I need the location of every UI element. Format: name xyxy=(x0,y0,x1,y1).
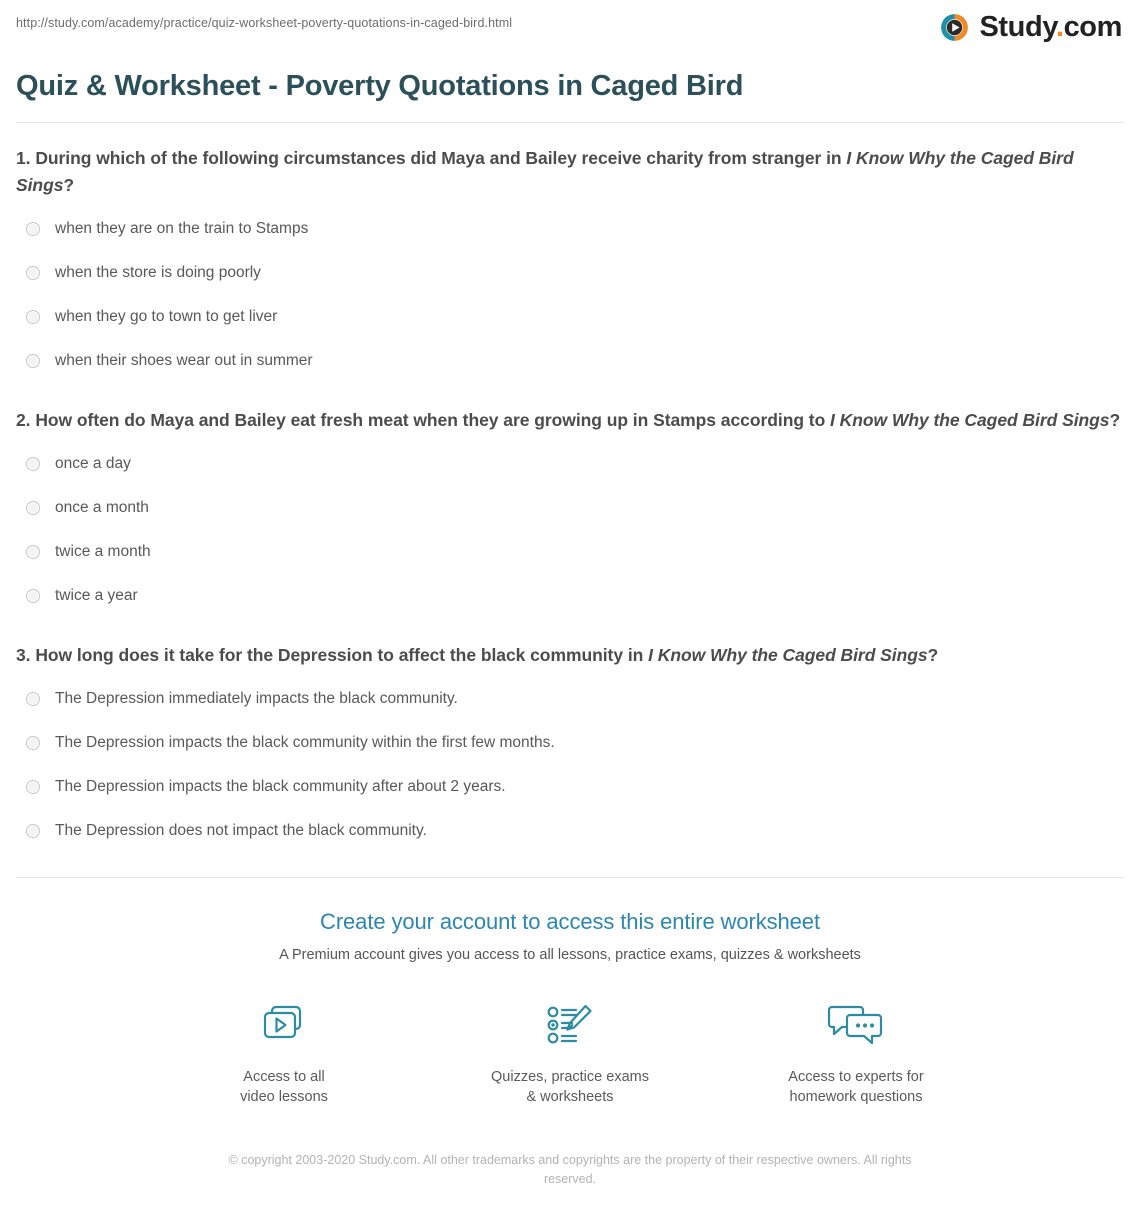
answer-label: when they are on the train to Stamps xyxy=(55,220,309,237)
answer-option[interactable] xyxy=(16,765,1124,809)
question-prompt: During which of the following circumstances did Maya and Bailey receive charity from stranger in xyxy=(35,148,847,168)
questions-list xyxy=(16,145,1124,853)
study-com-logo[interactable] xyxy=(939,12,1124,43)
answer-options xyxy=(16,442,1124,618)
book-title: I Know Why the Caged Bird Sings xyxy=(16,148,1074,195)
answer-option[interactable] xyxy=(16,442,1124,486)
feature-label-line1: Access to all xyxy=(243,1069,325,1085)
answer-option[interactable] xyxy=(16,574,1124,618)
answer-options xyxy=(16,207,1124,383)
question-block xyxy=(16,145,1124,383)
question-prompt: How long does it take for the Depression to affect the black community in xyxy=(35,645,649,665)
question-text xyxy=(16,407,1124,434)
chat-bubbles-icon xyxy=(776,998,936,1056)
radio-button-icon[interactable] xyxy=(26,589,40,603)
answer-option[interactable] xyxy=(16,809,1124,853)
video-lessons-icon xyxy=(204,998,364,1056)
question-text xyxy=(16,145,1124,199)
feature-label-line2: homework questions xyxy=(789,1089,923,1105)
answer-option[interactable] xyxy=(16,530,1124,574)
feature-label xyxy=(776,1067,936,1107)
play-circle-icon xyxy=(939,12,970,43)
answer-option[interactable] xyxy=(16,677,1124,721)
answer-label: once a month xyxy=(55,499,149,516)
radio-button-icon[interactable] xyxy=(26,354,40,368)
answer-options xyxy=(16,677,1124,853)
feature-label-line1: Access to experts for xyxy=(788,1069,924,1085)
answer-option[interactable] xyxy=(16,486,1124,530)
answer-option[interactable] xyxy=(16,295,1124,339)
feature-label-line2: & worksheets xyxy=(526,1089,614,1105)
page-url: http://study.com/academy/practice/quiz-worksheet-poverty-quotations-in-caged-bird.html xyxy=(16,16,513,30)
logo-tld: com xyxy=(1063,11,1122,43)
answer-label: when they go to town to get liver xyxy=(55,308,278,325)
question-prompt-tail: ? xyxy=(63,175,75,195)
answer-option[interactable] xyxy=(16,207,1124,251)
answer-label: The Depression immediately impacts the black community. xyxy=(55,690,458,707)
question-number: 2. xyxy=(16,410,31,430)
radio-button-icon[interactable] xyxy=(26,545,40,559)
feature-item xyxy=(204,998,364,1107)
feature-item xyxy=(490,998,650,1107)
copyright-notice: © copyright 2003-2020 Study.com. All other trademarks and copyrights are the property of their respective owners. All rights reserved. xyxy=(228,1153,912,1186)
question-prompt-tail: ? xyxy=(927,645,939,665)
question-number: 3. xyxy=(16,645,31,665)
answer-option[interactable] xyxy=(16,251,1124,295)
answer-label: twice a year xyxy=(55,587,138,604)
answer-label: when the store is doing poorly xyxy=(55,264,261,281)
feature-list xyxy=(16,998,1124,1107)
radio-button-icon[interactable] xyxy=(26,692,40,706)
answer-label: The Depression impacts the black community within the first few months. xyxy=(55,734,555,751)
question-text xyxy=(16,642,1124,669)
question-block xyxy=(16,407,1124,618)
feature-item xyxy=(776,998,936,1107)
answer-option[interactable] xyxy=(16,721,1124,765)
radio-button-icon[interactable] xyxy=(26,736,40,750)
page-header xyxy=(16,0,1124,48)
feature-label-line2: video lessons xyxy=(240,1089,328,1105)
answer-label: when their shoes wear out in summer xyxy=(55,352,313,369)
question-prompt: How often do Maya and Bailey eat fresh meat when they are growing up in Stamps according to xyxy=(35,410,831,430)
logo-wordmark xyxy=(979,12,1122,43)
answer-option[interactable] xyxy=(16,339,1124,383)
radio-button-icon[interactable] xyxy=(26,457,40,471)
radio-button-icon[interactable] xyxy=(26,222,40,236)
question-number: 1. xyxy=(16,148,31,168)
answer-label: The Depression impacts the black community after about 2 years. xyxy=(55,778,506,795)
answer-label: once a day xyxy=(55,455,131,472)
feature-label-line1: Quizzes, practice exams xyxy=(491,1069,649,1085)
radio-button-icon[interactable] xyxy=(26,780,40,794)
page-title: Quiz & Worksheet - Poverty Quotations in Caged Bird xyxy=(16,70,744,102)
radio-button-icon[interactable] xyxy=(26,501,40,515)
book-title: I Know Why the Caged Bird Sings xyxy=(648,645,928,665)
logo-name: Study xyxy=(979,11,1056,43)
radio-button-icon[interactable] xyxy=(26,266,40,280)
answer-label: The Depression does not impact the black community. xyxy=(55,822,427,839)
answer-label: twice a month xyxy=(55,543,151,560)
title-divider xyxy=(16,122,1124,123)
cta-title-link[interactable]: Create your account to access this entire worksheet xyxy=(320,909,820,934)
quiz-worksheet-icon xyxy=(490,998,650,1056)
feature-label xyxy=(204,1067,364,1107)
question-block xyxy=(16,642,1124,853)
book-title: I Know Why the Caged Bird Sings xyxy=(830,410,1110,430)
feature-label xyxy=(490,1067,650,1107)
logo-dot: . xyxy=(1055,11,1064,43)
radio-button-icon[interactable] xyxy=(26,824,40,838)
create-account-cta xyxy=(16,878,1124,1189)
radio-button-icon[interactable] xyxy=(26,310,40,324)
cta-subtitle: A Premium account gives you access to all lessons, practice exams, quizzes & worksheets xyxy=(279,947,861,963)
question-prompt-tail: ? xyxy=(1109,410,1121,430)
